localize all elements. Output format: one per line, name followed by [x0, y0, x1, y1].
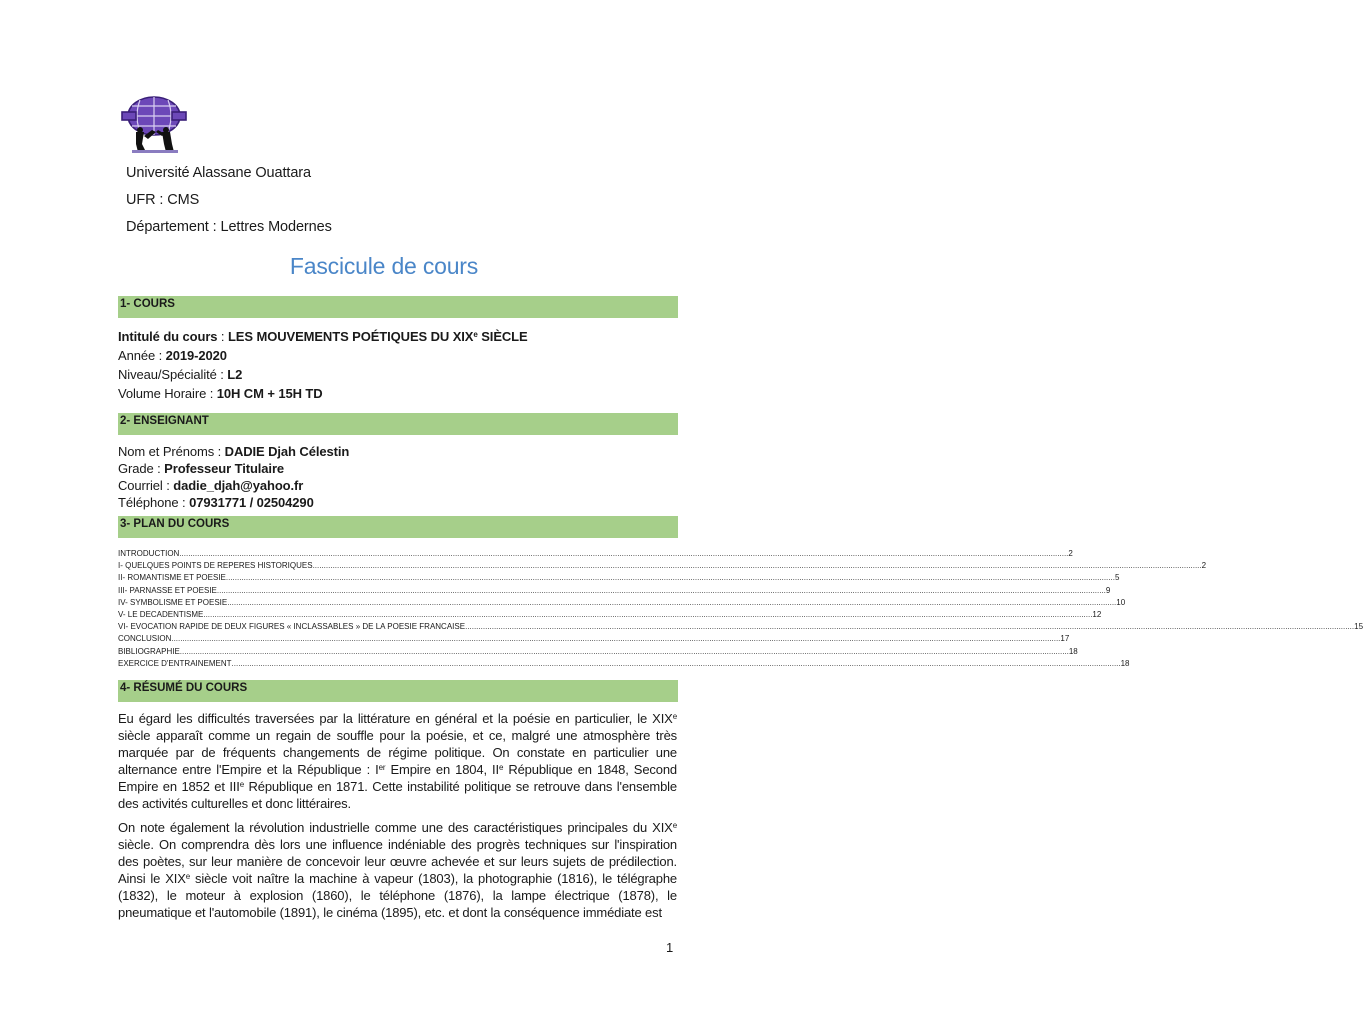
toc-entry-page: 18: [1120, 658, 1130, 668]
section-heading-enseignant: 2- ENSEIGNANT: [118, 413, 678, 435]
university-logo-icon: [118, 92, 194, 156]
toc-entry-page: 2: [1201, 561, 1207, 571]
toc-entry-page: 5: [1114, 573, 1120, 583]
teacher-email-line: [118, 477, 303, 494]
toc-entry[interactable]: [118, 548, 1073, 560]
hours-value: 10H CM + 15H TD: [216, 386, 323, 401]
toc-leader-dots: ................................................................................................................................................................................................................................................................................................................................................................................................................: [227, 597, 1117, 607]
course-title-label: Intitulé du cours: [118, 329, 218, 344]
toc-entry[interactable]: [118, 621, 1363, 633]
teacher-phone-line: [118, 494, 314, 511]
toc-entry-title: CONCLUSION: [118, 634, 172, 644]
toc-entry-title: IV- SYMBOLISME ET POESIE: [118, 597, 228, 607]
phone-label: Téléphone :: [118, 495, 190, 510]
toc-leader-dots: ................................................................................................................................................................................................................................................................................................................................................................................................................: [179, 646, 1069, 656]
grade-value: Professeur Titulaire: [164, 461, 285, 476]
year-value: 2019-2020: [165, 348, 227, 363]
course-title-line: [118, 328, 528, 345]
toc-leader-dots: ................................................................................................................................................................................................................................................................................................................................................................................................................: [179, 549, 1069, 558]
name-value: DADIE Djah Célestin: [224, 444, 350, 459]
toc-entry[interactable]: [118, 585, 1111, 597]
section-heading-plan: 3- PLAN DU COURS: [118, 516, 678, 538]
toc-entry-title: VI- EVOCATION RAPIDE DE DEUX FIGURES « INCLASSABLES » DE LA POESIE FRANCAISE: [118, 622, 466, 632]
toc-entry-title: II- ROMANTISME ET POESIE: [118, 573, 226, 583]
level-label: Niveau/Spécialité :: [118, 367, 228, 382]
toc-entry[interactable]: [118, 597, 1126, 609]
teacher-grade-line: [118, 460, 284, 477]
course-year-line: [118, 347, 227, 364]
toc-entry[interactable]: [118, 609, 1102, 621]
page-number: 1: [666, 940, 674, 955]
section-heading-resume: 4- RÉSUMÉ DU COURS: [118, 680, 678, 702]
summary-paragraph-2: On note également la révolution industrielle comme une des caractéristiques principales du XIXe siècle. On comprendra dès lors une influence indéniable des progrès techniques sur l'inspiration des poètes, sur leur manière de concevoir leur œuvre achevée et sur leurs sujets de prédilection. Ainsi le XIXe siècle voit naître la machine à vapeur (1803), la photographie (1816), le télégraphe (1832), le moteur à explosion (1860), le téléphone (1876), la lampe électrique (1878), le pneumatique et l'automobile (1891), le cinéma (1895), etc. et dont la conséquence immédiate est: [118, 820, 677, 920]
hours-label: Volume Horaire :: [118, 386, 217, 401]
toc-leader-dots: ................................................................................................................................................................................................................................................................................................................................................................................................................: [203, 609, 1093, 619]
toc-entry-title: I- QUELQUES POINTS DE REPERES HISTORIQUES: [118, 561, 313, 571]
toc-entry-page: 12: [1092, 609, 1102, 619]
toc-entry-page: 18: [1068, 646, 1078, 656]
toc-entry-page: 2: [1068, 549, 1073, 558]
course-title-sep: :: [217, 329, 228, 344]
department-line: Département : Lettres Modernes: [126, 219, 332, 235]
email-label: Courriel :: [118, 478, 174, 493]
toc-entry[interactable]: [118, 572, 1120, 584]
phone-value: 07931771 / 02504290: [189, 495, 314, 510]
grade-label: Grade :: [118, 461, 165, 476]
level-value: L2: [227, 367, 243, 382]
toc-entry-page: 10: [1116, 597, 1126, 607]
toc-entry[interactable]: [118, 658, 1130, 670]
course-title-end: SIÈCLE: [477, 329, 528, 344]
toc-leader-dots: ................................................................................................................................................................................................................................................................................................................................................................................................................: [216, 585, 1106, 595]
teacher-name-line: [118, 443, 349, 460]
toc-entry-title: V- LE DECADENTISME: [118, 609, 204, 619]
toc-entry-title: EXERCICE D'ENTRAINEMENT: [118, 658, 232, 668]
ufr-line: UFR : CMS: [126, 192, 200, 208]
year-label: Année :: [118, 348, 166, 363]
toc-leader-dots: ................................................................................................................................................................................................................................................................................................................................................................................................................: [312, 561, 1202, 571]
toc-leader-dots: ................................................................................................................................................................................................................................................................................................................................................................................................................: [171, 634, 1061, 644]
name-label: Nom et Prénoms :: [118, 444, 225, 459]
toc-entry[interactable]: [118, 646, 1078, 658]
toc-leader-dots: ................................................................................................................................................................................................................................................................................................................................................................................................................: [465, 622, 1355, 632]
toc-entry-page: 17: [1060, 634, 1070, 644]
toc-entry-title: III- PARNASSE ET POESIE: [118, 585, 217, 595]
course-level-line: [118, 366, 242, 383]
email-value: dadie_djah@yahoo.fr: [173, 478, 304, 493]
toc-entry-title: INTRODUCTION: [118, 549, 180, 558]
section-heading-cours: 1- COURS: [118, 296, 678, 318]
toc-entry-page: 9: [1105, 585, 1111, 595]
document-title: Fascicule de cours: [289, 253, 479, 279]
course-title-value: LES MOUVEMENTS POÉTIQUES DU XIX: [227, 329, 474, 344]
toc-entry-title: BIBLIOGRAPHIE: [118, 646, 180, 656]
toc-leader-dots: ................................................................................................................................................................................................................................................................................................................................................................................................................: [231, 658, 1121, 668]
course-title-sup: e: [473, 330, 478, 339]
toc-entry[interactable]: [118, 560, 1207, 572]
toc-leader-dots: ................................................................................................................................................................................................................................................................................................................................................................................................................: [225, 573, 1115, 583]
toc-entry[interactable]: [118, 633, 1070, 645]
summary-paragraph-1: Eu égard les difficultés traversées par la littérature en général et la poésie en particulier, le XIXe siècle apparaît comme un regain de souffle pour la poésie, et ce, malgré une atmosphère très marquée par de fréquents changements de régime politique. On constate en particulier une alternance entre l'Empire et la République : Ier Empire en 1804, IIe République en 1848, Second Empire en 1852 et IIIe République en 1871. Cette instabilité politique se retrouve dans l'ensemble des activités culturelles et donc littéraires.: [118, 711, 678, 811]
table-of-contents: [118, 548, 1363, 670]
course-hours-line: [118, 385, 323, 402]
toc-entry-page: 15: [1354, 622, 1363, 632]
university-name: Université Alassane Ouattara: [126, 165, 311, 181]
